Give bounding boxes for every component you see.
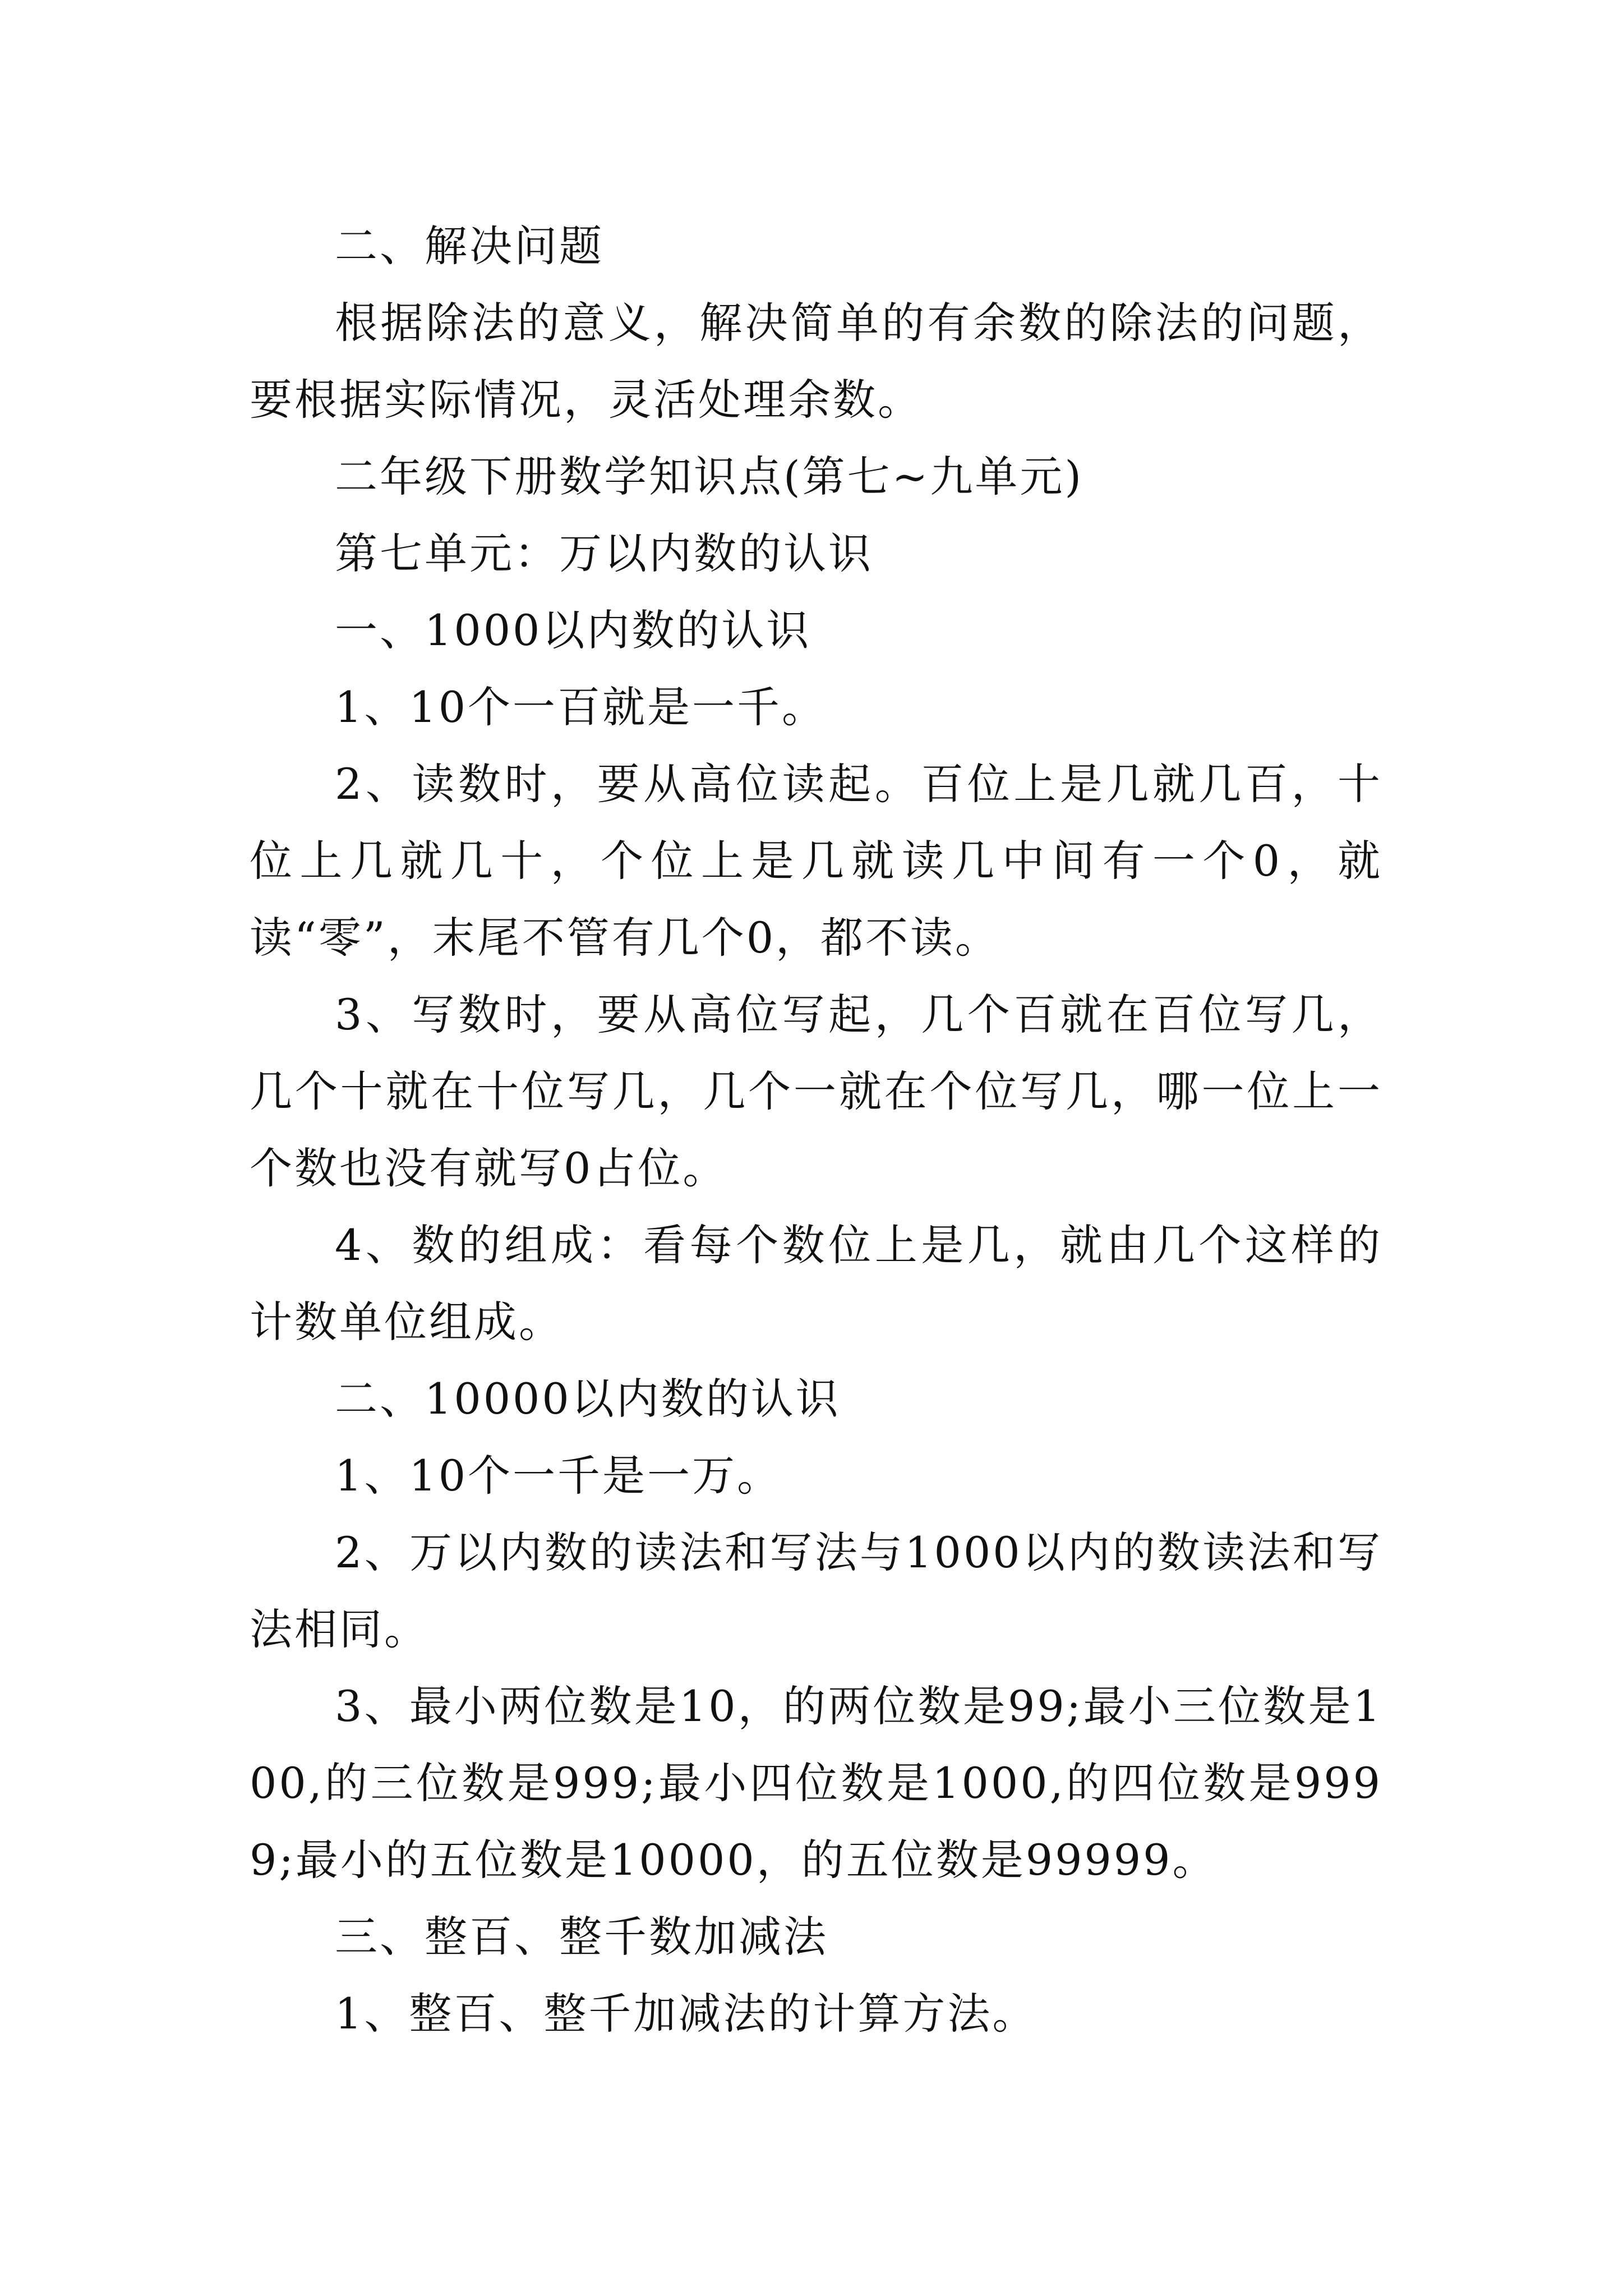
list-item: 2、读数时，要从高位读起。百位上是几就几百，十位上几就几十，个位上是几就读几中间有一个0，就读“零”，末尾不管有几个0，都不读。 — [250, 759, 1382, 963]
paragraph-division-remainder: 根据除法的意义，解决简单的有余数的除法的问题，要根据实际情况，灵活处理余数。 — [250, 298, 1382, 425]
section-heading-within-1000: 一、1000以内数的认识 — [335, 605, 811, 655]
section-heading-within-10000: 二、10000以内数的认识 — [335, 1374, 841, 1424]
section-heading-addition-subtraction: 三、整百、整千数加减法 — [335, 1912, 828, 1962]
document-body — [250, 208, 1382, 2052]
list-item: 3、最小两位数是10，的两位数是99;最小三位数是100,的三位数是999;最小四位数是1000,的四位数是9999;最小的五位数是10000，的五位数是99999。 — [250, 1681, 1382, 1885]
list-item: 1、整百、整千加减法的计算方法。 — [335, 1989, 1038, 2039]
chapter-title: 二年级下册数学知识点(第七~九单元) — [335, 452, 1083, 501]
unit-seven-title: 第七单元：万以内数的认识 — [335, 528, 873, 578]
list-item: 3、写数时，要从高位写起，几个百就在百位写几，几个十就在十位写几，几个一就在个位写几，哪一位上一个数也没有就写0占位。 — [250, 990, 1382, 1193]
section-heading-solve-problems: 二、解决问题 — [335, 221, 604, 271]
list-item: 1、10个一百就是一千。 — [335, 682, 827, 732]
list-item: 2、万以内数的读法和写法与1000以内的数读法和写法相同。 — [250, 1527, 1382, 1654]
list-item: 1、10个一千是一万。 — [335, 1451, 782, 1501]
list-item: 4、数的组成：看每个数位上是几，就由几个这样的计数单位组成。 — [250, 1220, 1382, 1347]
